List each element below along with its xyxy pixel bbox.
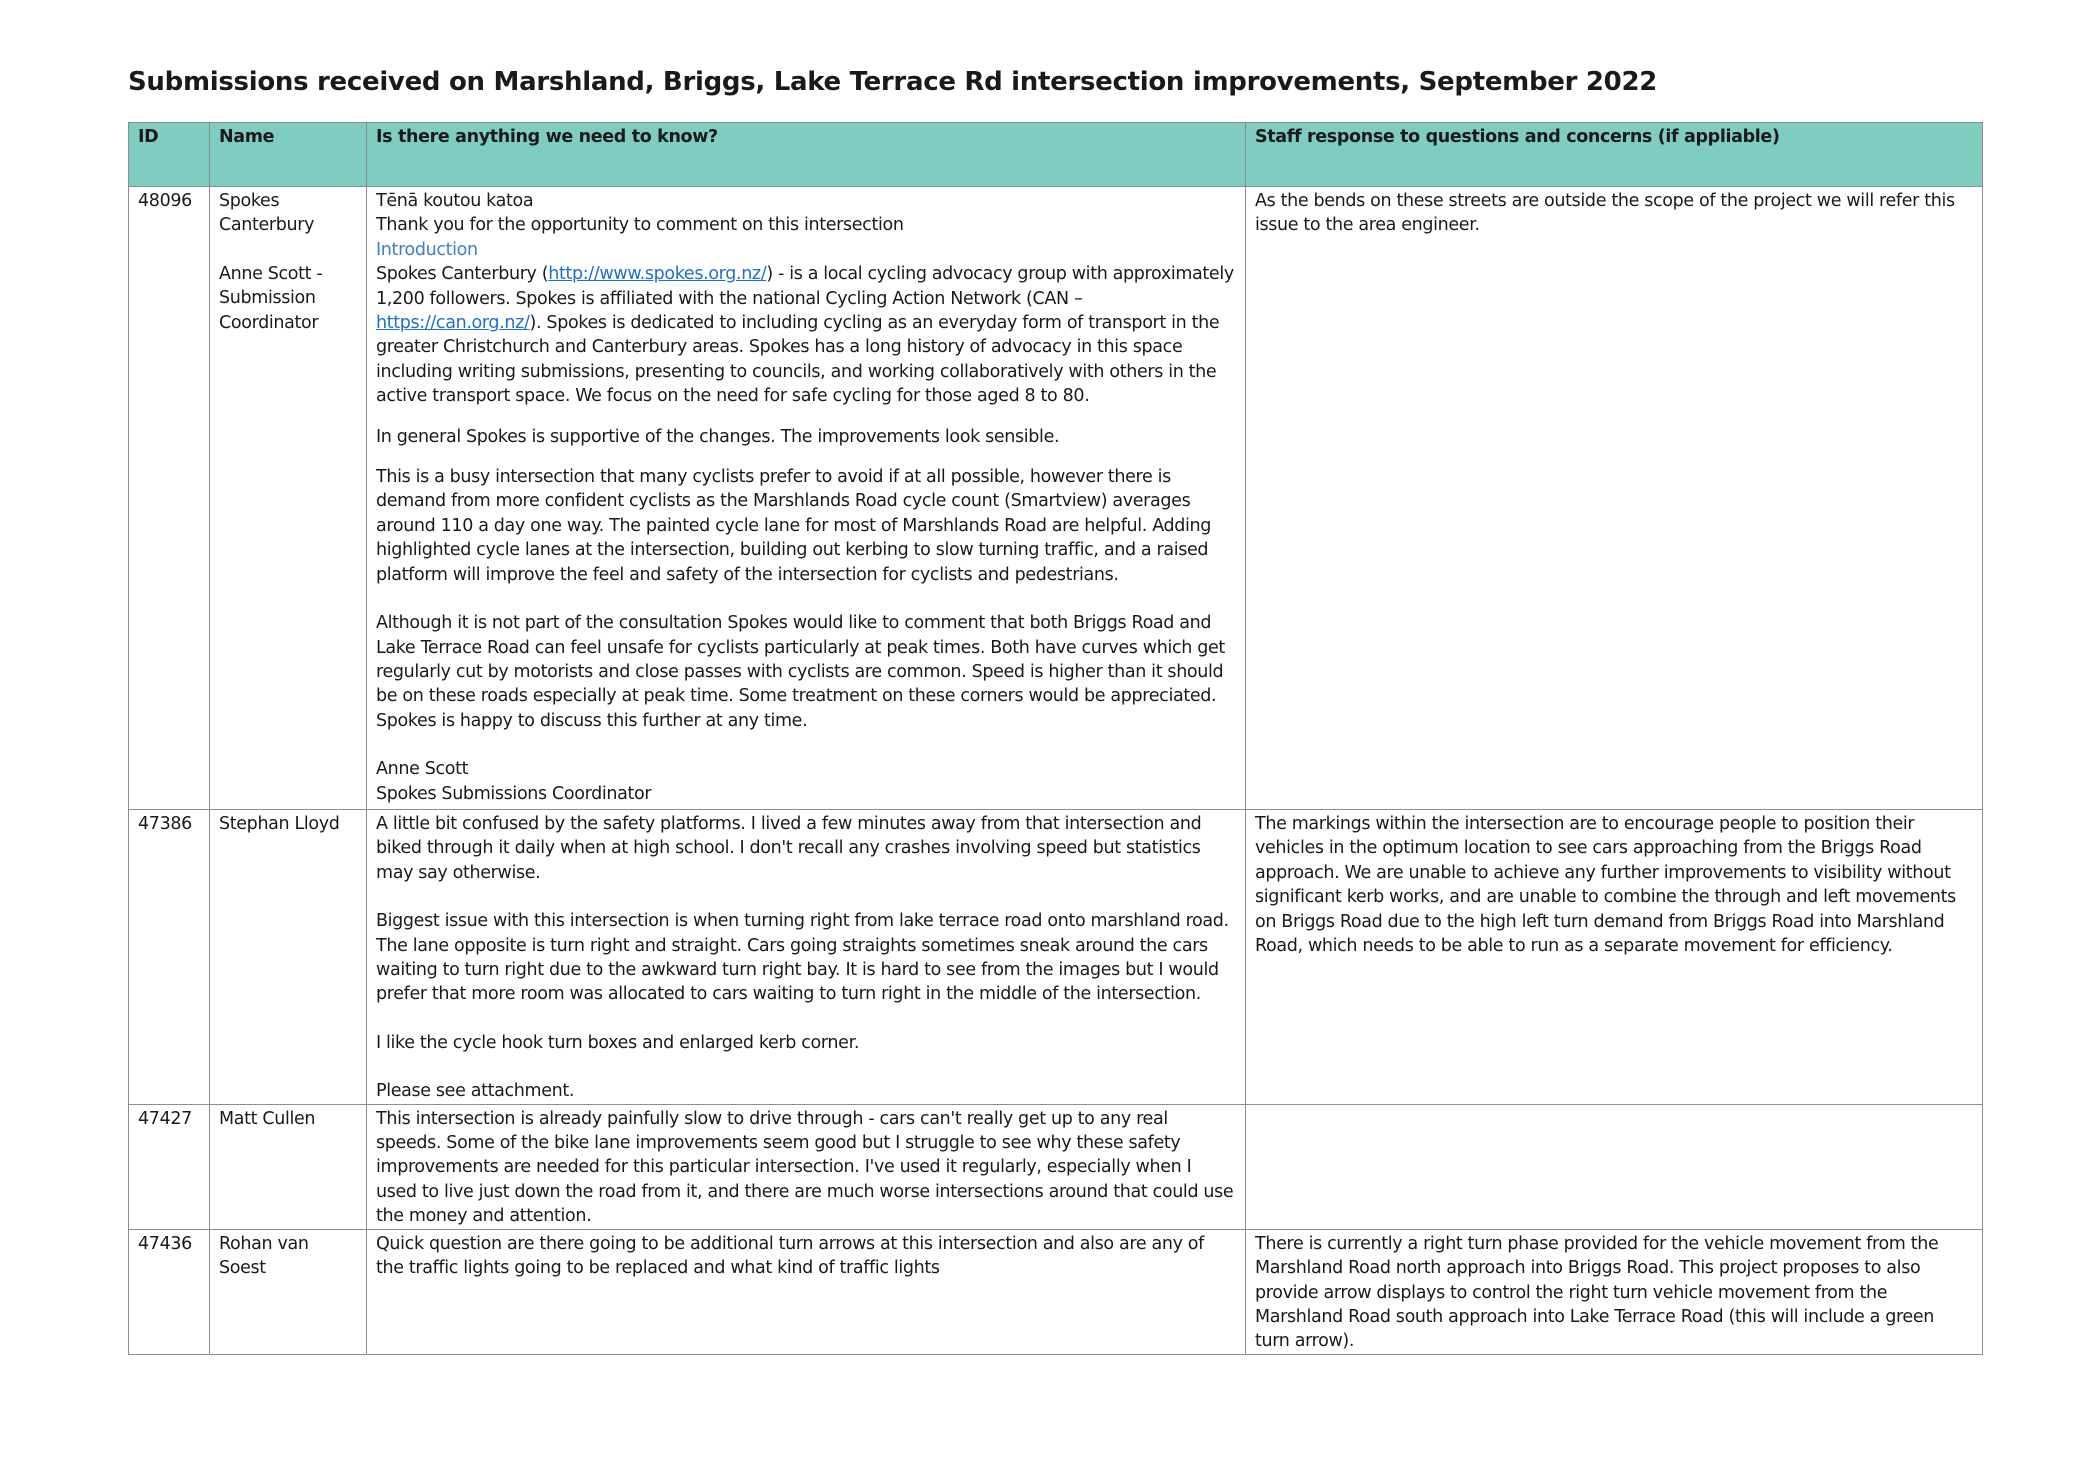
submitter-org-line2: Canterbury [219,215,315,236]
cell-staff-response: The markings within the intersection are to encourage people to position their vehicles in the optimum location to see cars approaching from the Briggs Road approach. We are unable to achieve any further improvements to visibility without significant kerb works, and are unable to combine the through and left movements on Briggs Road due to the high left turn demand from Briggs Road into Marshland Road, which needs to be able to run as a separate movement for efficiency. [1246,810,1983,1105]
submission-paragraph: Spokes is happy to discuss this further at any time. [376,710,808,731]
header-name: Name [210,123,367,187]
spokes-website-link[interactable]: http://www.spokes.org.nz/ [548,264,767,285]
cell-staff-response [1246,1104,1983,1229]
submitter-org-line1: Spokes [219,191,280,211]
submission-thanks: Thank you for the opportunity to comment on this intersection [376,215,904,236]
intro-text-b: ) - is a local cycling advocacy group with approximately 1,200 followers. Spokes is affiliated with the national Cycling Action Network (CAN – [376,264,1234,309]
submissions-table [128,122,1983,1355]
cell-name: Stephan Lloyd [210,810,367,1105]
submission-paragraph: This is a busy intersection that many cyclists prefer to avoid if at all possible, however there is demand from more confident cyclists as the Marshlands Road cycle count (Smartview) averages around 110 a day one way. The painted cycle lane for most of Marshlands Road are helpful. Adding highlighted cycle lanes at the intersection, building out kerbing to slow turning traffic, and a raised platform will improve the feel and safety of the intersection for cyclists and pedestrians. [376,467,1212,585]
submission-paragraph: Although it is not part of the consultation Spokes would like to comment that both Briggs Road and Lake Terrace Road can feel unsafe for cyclists particularly at peak times. Both have curves which get regularly cut by motorists and close passes with cyclists are common. Speed is higher than it should be on these roads especially at peak time. Some treatment on these corners would be appreciated. [376,613,1225,707]
cell-staff-response: As the bends on these streets are outside the scope of the project we will refer this issue to the area engineer. [1246,187,1983,810]
submitter-contact: Anne Scott - Submission Coordinator [219,263,323,333]
document-page [128,60,1982,1355]
submission-paragraph: I like the cycle hook turn boxes and enlarged kerb corner. [376,1032,860,1053]
submission-intro-paragraph [376,262,1236,408]
intro-text-c: ). Spokes is dedicated to including cycling as an everyday form of transport in the greater Christchurch and Canterbury areas. Spokes has a long history of advocacy in this space including writing submissions, presenting to councils, and working collaboratively with others in the active transport space. We focus on the need for safe cycling for those aged 8 to 80. [376,313,1220,407]
submission-signature-title: Spokes Submissions Coordinator [376,783,652,804]
submission-paragraph: In general Spokes is supportive of the changes. The improvements look sensible. [376,426,1060,447]
cell-id: 47386 [129,810,210,1105]
cell-name [210,187,367,810]
cell-submission-text [367,187,1246,810]
cell-name: Rohan van Soest [210,1229,367,1354]
table-header-row [129,123,1983,187]
cell-id: 47427 [129,1104,210,1229]
intro-text-a: Spokes Canterbury ( [376,264,549,285]
page-title: Submissions received on Marshland, Briggs, Lake Terrace Rd intersection improvements, September 2022 [128,67,1658,97]
submission-paragraph: Biggest issue with this intersection is when turning right from lake terrace road onto marshland road. The lane opposite is turn right and straight. Cars going straights sometimes sneak around the cars waiting to turn right due to the awkward turn right bay. It is hard to see from the images but I would prefer that more room was allocated to cars waiting to turn right in the middle of the intersection. [376,911,1229,1005]
submission-signature-name: Anne Scott [376,759,469,780]
table-row [129,1229,1983,1354]
table-row [129,1104,1983,1229]
can-website-link[interactable]: https://can.org.nz/ [376,313,530,334]
cell-id: 47436 [129,1229,210,1354]
cell-submission-text [367,1229,1246,1354]
submission-paragraph: Quick question are there going to be additional turn arrows at this intersection and also are any of the traffic lights going to be replaced and what kind of traffic lights [376,1233,1204,1279]
table-row [129,810,1983,1105]
cell-id: 48096 [129,187,210,810]
header-id: ID [129,123,210,187]
submission-paragraph: This intersection is already painfully slow to drive through - cars can't really get up to any real speeds. Some of the bike lane improvements seem good but I struggle to see why these safety improvements are needed for this particular intersection. I've used it regularly, especially when I used to live just down the road from it, and there are much worse intersections around that could use the money and attention. [376,1108,1234,1227]
table-row [129,187,1983,810]
cell-name: Matt Cullen [210,1104,367,1229]
submission-intro-heading: Introduction [376,239,478,260]
cell-submission-text [367,810,1246,1105]
cell-submission-text [367,1104,1246,1229]
header-response: Staff response to questions and concerns (if appliable) [1246,123,1983,187]
submission-paragraph: A little bit confused by the safety platforms. I lived a few minutes away from that intersection and biked through it daily when at high school. I don't recall any crashes involving speed but statistics may say otherwise. [376,814,1202,883]
submission-greeting: Tēnā koutou katoa [376,191,534,211]
submission-paragraph: Please see attachment. [376,1081,575,1102]
header-question: Is there anything we need to know? [367,123,1246,187]
cell-staff-response: There is currently a right turn phase provided for the vehicle movement from the Marshland Road north approach into Briggs Road. This project proposes to also provide arrow displays to control the right turn vehicle movement from the Marshland Road south approach into Lake Terrace Road (this will include a green turn arrow). [1246,1229,1983,1354]
